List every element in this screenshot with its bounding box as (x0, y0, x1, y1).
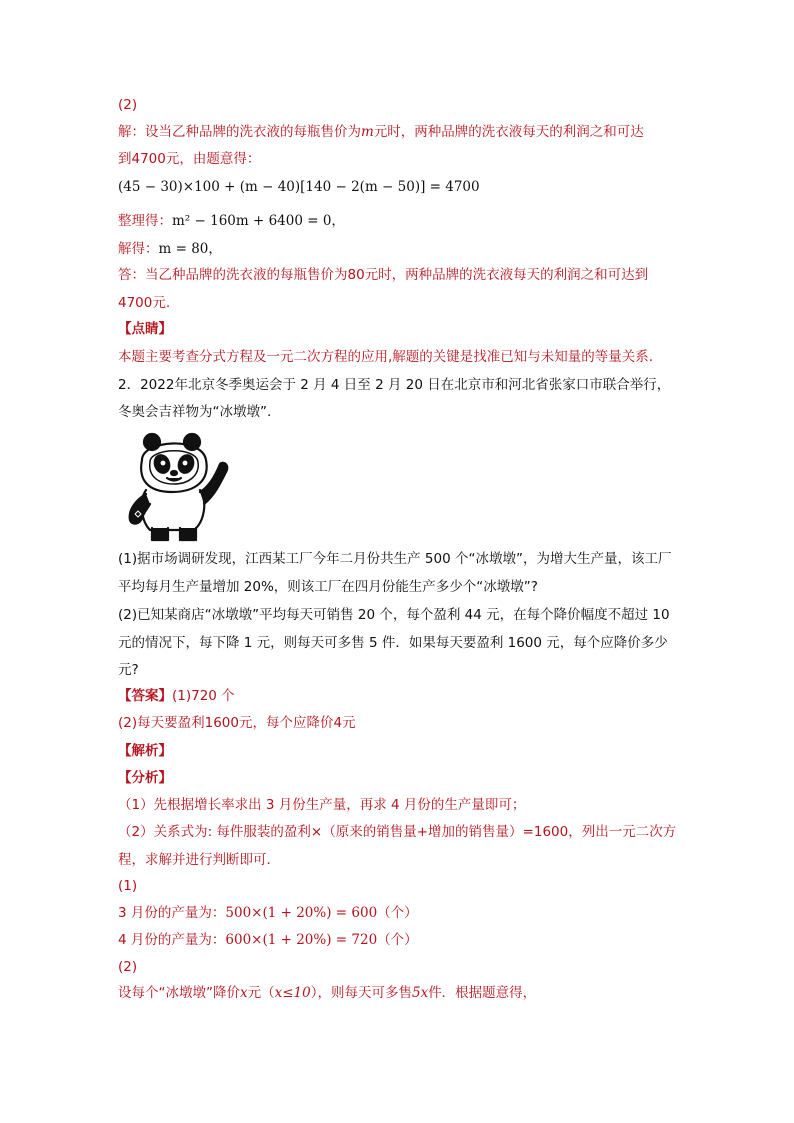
setup-line: 设每个“冰墩墩”降价x元（x≤10），则每天可多售5x件．根据题意得， (118, 985, 537, 1001)
question-2-line-1: 2．2022年北京冬季奥运会于 2 月 4 日至 2 月 20 日在北京市和河北省张家口市联合举行， (118, 377, 671, 393)
analysis-line-1: （1）先根据增长率求出 3 月份生产量，再求 4 月份的生产量即可； (118, 797, 526, 813)
subquestion-1-line-1: (1)据市场调研发现，江西某工厂今年二月份共生产 500 个“冰墩墩”，为增大生产量，该工厂 (118, 551, 672, 567)
april-production-line: 4 月份的产量为：600×(1 + 20%) = 720（个） (118, 932, 418, 948)
answer-line-2: 4700元. (118, 295, 171, 311)
equation-line: (45 − 30)×100 + (m − 40)[140 − 2(m − 50)] = 4700 (118, 179, 480, 195)
analysis-subheader: 【分析】 (118, 770, 172, 786)
simplify-line: 整理得：m² − 160m + 6400 = 0， (118, 213, 345, 229)
solution-line-2: 到4700元，由题意得： (118, 151, 261, 167)
solution-part-2-label: (2) (118, 959, 138, 975)
subquestion-2-line-3: 元? (118, 662, 139, 678)
march-production-line: 3 月份的产量为：500×(1 + 20%) = 600（个） (118, 905, 418, 921)
analysis-header: 【解析】 (118, 743, 172, 759)
solution-part-1-label: (1) (118, 878, 138, 894)
analysis-line-3: 程，求解并进行判断即可． (118, 852, 280, 868)
comment-text: 本题主要考查分式方程及一元二次方程的应用,解题的关键是找准已知与未知量的等量关系. (118, 349, 654, 365)
answer-line-part-2: (2)每天要盈利1600元，每个应降价4元 (118, 715, 356, 731)
comment-header: 【点睛】 (118, 321, 172, 337)
subquestion-1-line-2: 平均每月生产量增加 20%，则该工厂在四月份能生产多少个“冰墩墩”? (118, 579, 538, 595)
solution-line-1: 解：设当乙种品牌的洗衣液的每瓶售价为m元时，两种品牌的洗衣液每天的利润之和可达 (118, 124, 644, 140)
answer-section: 【答案】(1)720 个 (118, 688, 235, 704)
question-2-line-2: 冬奥会吉祥物为“冰墩墩”. (118, 404, 272, 420)
answer-line-1: 答：当乙种品牌的洗衣液的每瓶售价为80元时，两种品牌的洗衣液每天的利润之和可达到 (118, 267, 649, 283)
subquestion-2-line-1: (2)已知某商店“冰墩墩”平均每天可销售 20 个，每个盈利 44 元，在每个降价幅度不超过 10 (118, 607, 670, 623)
solve-line: 解得：m = 80， (118, 241, 222, 257)
subquestion-2-line-2: 元的情况下，每下降 1 元，则每天可多售 5 件．如果每天要盈利 1600 元，每个应降价多少 (118, 635, 668, 651)
part-label: (2) (118, 97, 138, 113)
analysis-line-2: （2）关系式为: 每件服装的盈利×（原来的销售量+增加的销售量）=1600，列出一元二次方 (118, 824, 677, 840)
mascot-image (120, 430, 232, 542)
